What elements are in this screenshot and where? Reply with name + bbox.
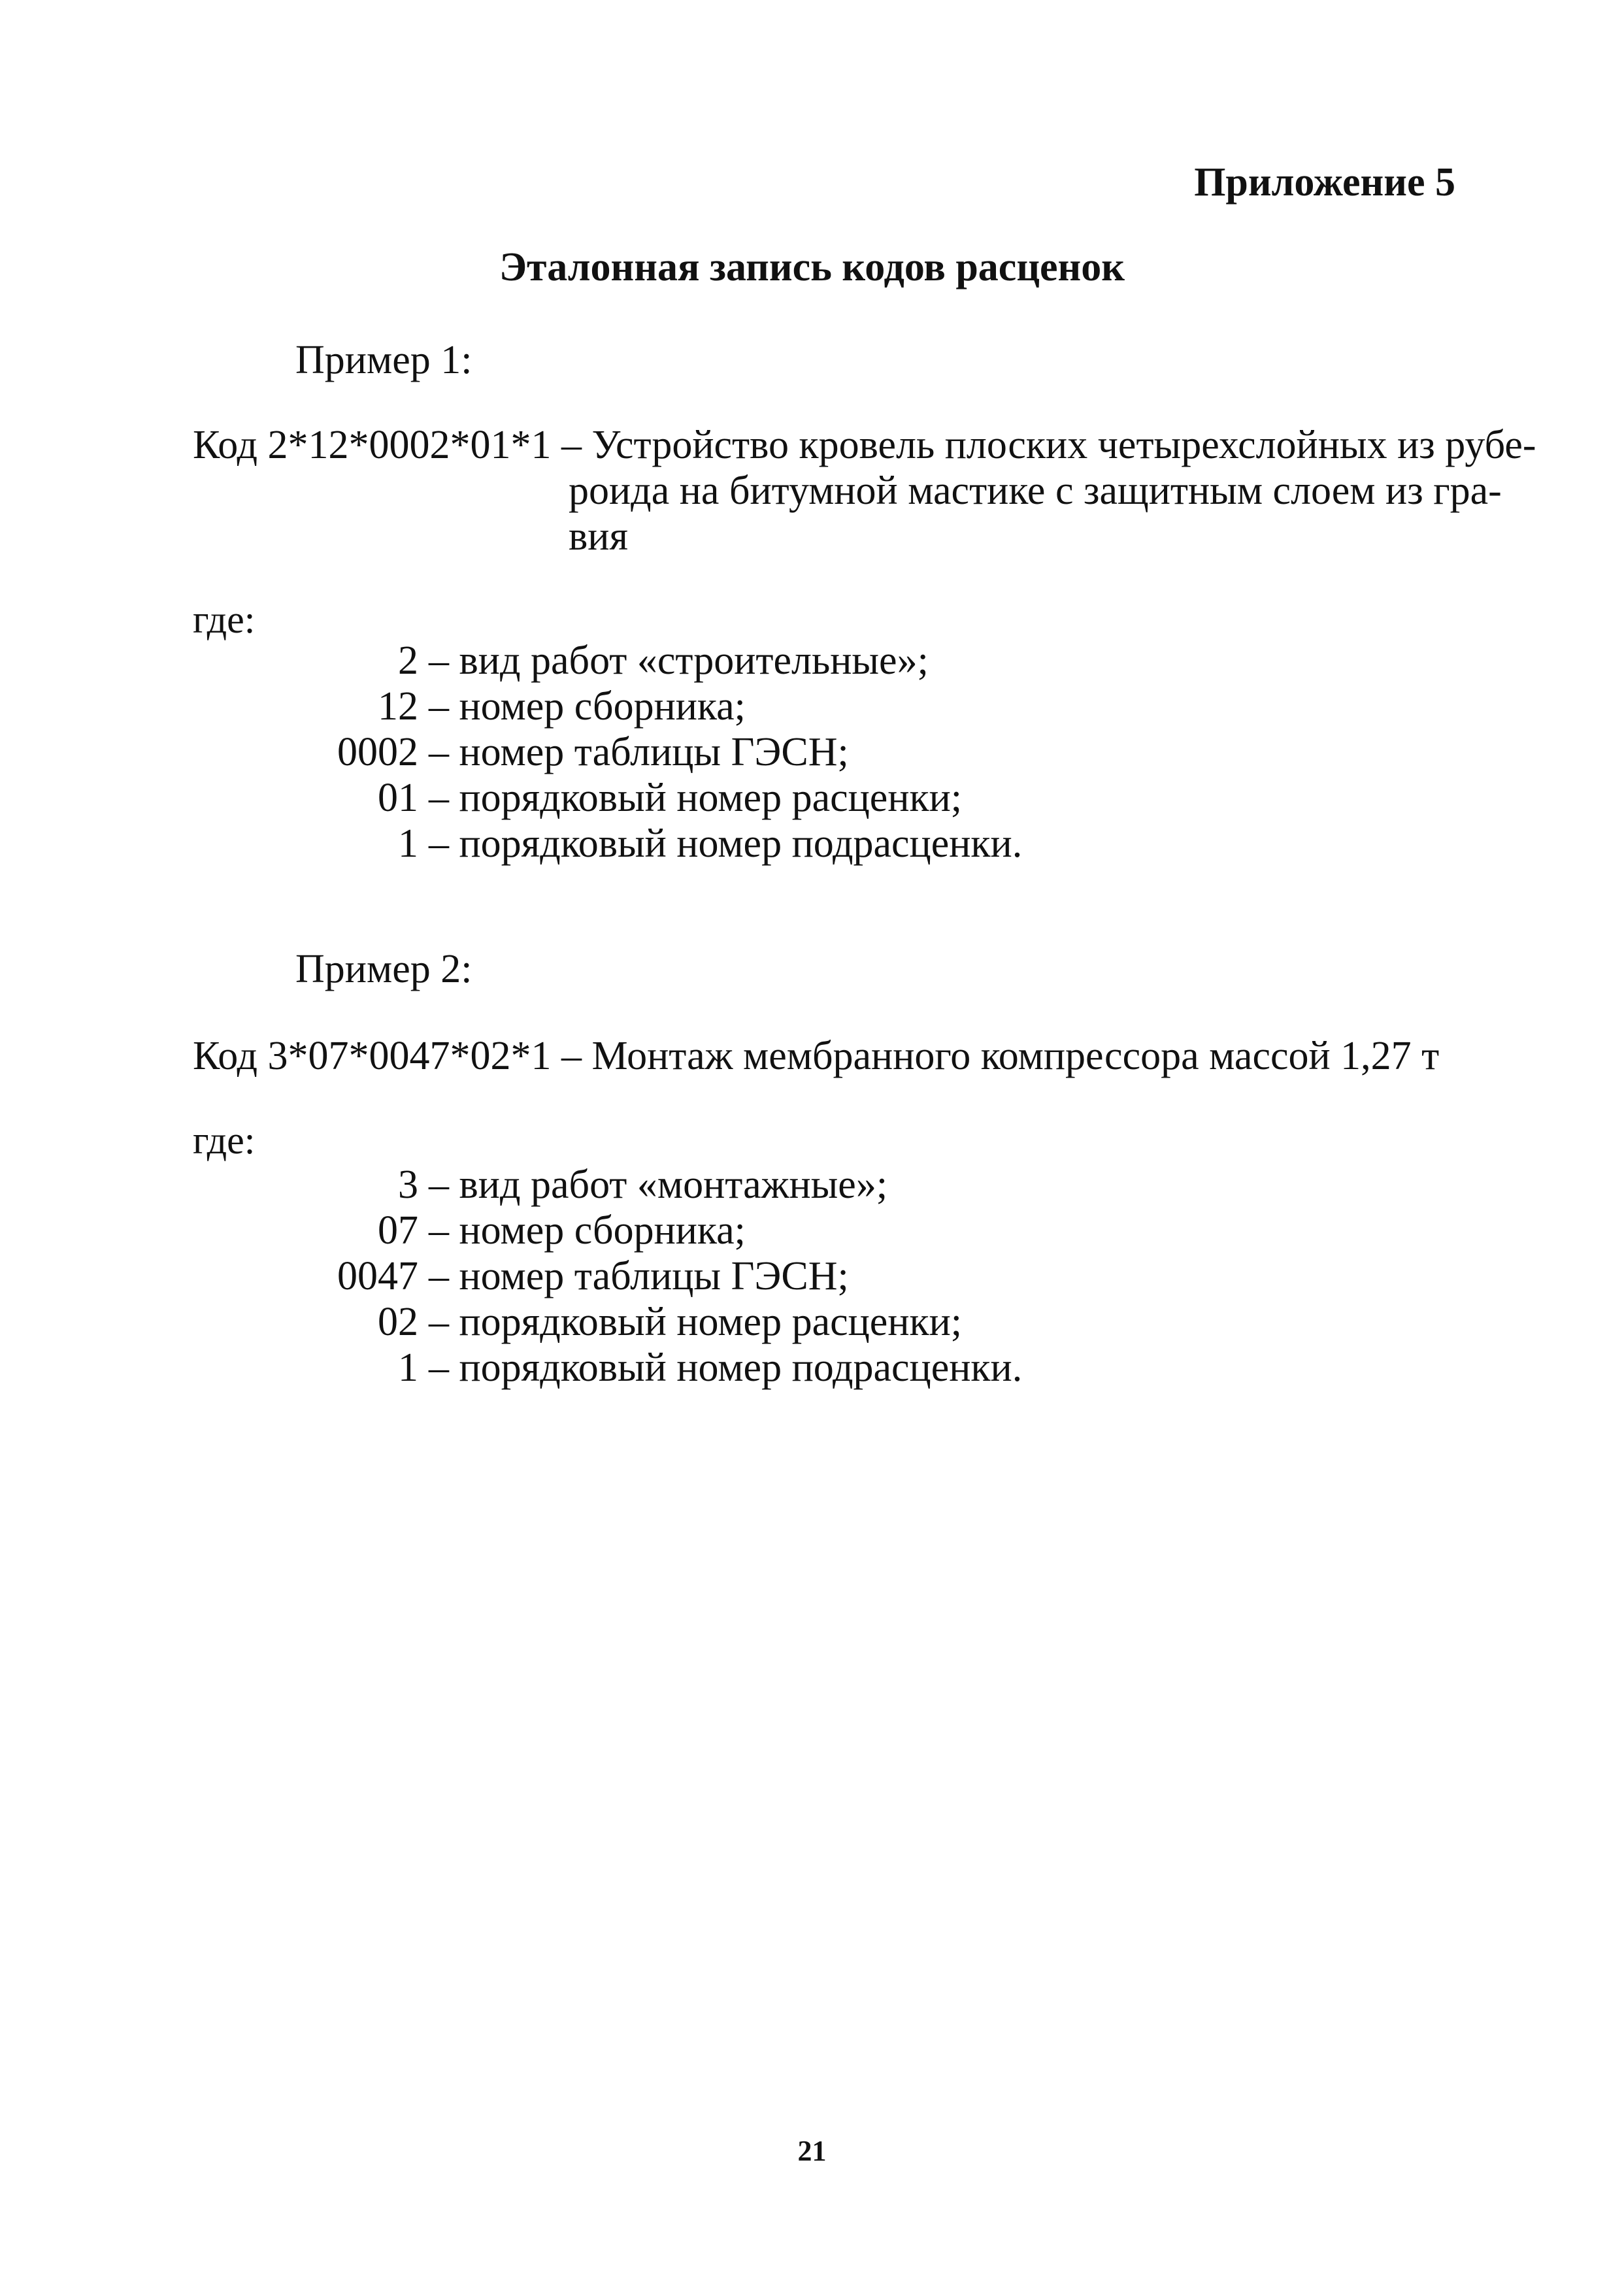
- legend-description: – вид работ «монтажные»;: [429, 1163, 888, 1207]
- legend-description: – номер сборника;: [429, 684, 746, 729]
- legend-description: – порядковый номер расценки;: [429, 1300, 963, 1344]
- example-2-code-line: Код 3*07*0047*02*1 – Монтаж мембранного компрессора массой 1,27 т: [193, 1034, 1440, 1078]
- page-number: 21: [797, 2135, 827, 2167]
- legend-code-part: 02: [378, 1300, 418, 1344]
- example-1-where-label: где:: [193, 598, 256, 641]
- legend-code-part: 1: [398, 821, 418, 866]
- appendix-label: Приложение 5: [1194, 160, 1455, 205]
- legend-description: – порядковый номер подрасценки.: [429, 821, 1023, 866]
- legend-code-part: 12: [378, 684, 418, 729]
- legend-code-part: 2: [398, 638, 418, 683]
- legend-code-part: 0002: [337, 730, 418, 774]
- legend-description: – номер таблицы ГЭСН;: [429, 1254, 849, 1298]
- legend-description: – порядковый номер расценки;: [429, 776, 963, 820]
- example-1-description-line: вия: [569, 514, 628, 559]
- legend-code-part: 0047: [337, 1254, 418, 1298]
- legend-code-part: 07: [378, 1208, 418, 1253]
- legend-code-part: 01: [378, 776, 418, 820]
- example-2-where-label: где:: [193, 1119, 256, 1162]
- legend-description: – порядковый номер подрасценки.: [429, 1345, 1023, 1390]
- example-1-heading: Пример 1:: [295, 338, 472, 382]
- legend-code-part: 3: [398, 1163, 418, 1207]
- legend-description: – номер сборника;: [429, 1208, 746, 1253]
- document-title: Эталонная запись кодов расценок: [499, 245, 1125, 289]
- example-2-heading: Пример 2:: [295, 947, 472, 991]
- example-1-description-line: роида на битумной мастике с защитным слоем из гра-: [569, 469, 1502, 513]
- legend-code-part: 1: [398, 1345, 418, 1390]
- example-1-code-line: Код 2*12*0002*01*1 – Устройство кровель плоских четырехслойных из рубе-: [193, 423, 1536, 467]
- legend-description: – вид работ «строительные»;: [429, 638, 929, 683]
- legend-description: – номер таблицы ГЭСН;: [429, 730, 849, 774]
